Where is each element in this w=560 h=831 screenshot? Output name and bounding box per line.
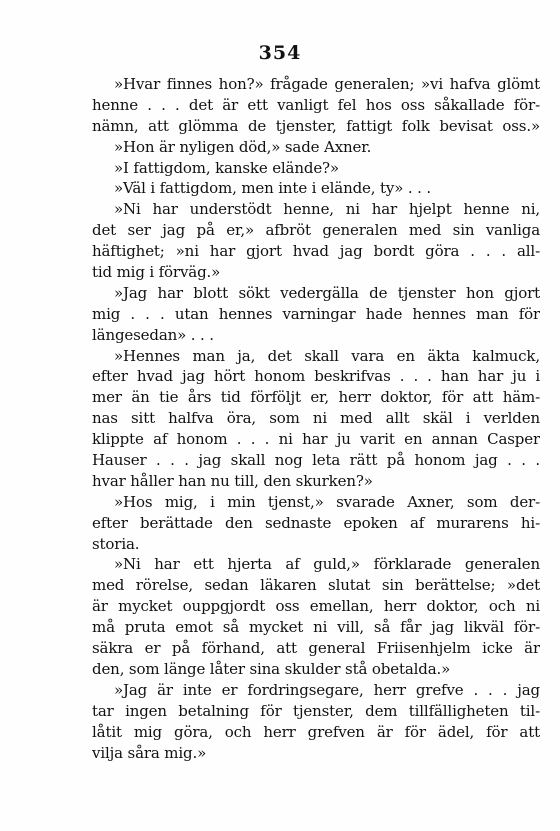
text-line: är mycket ouppgjordt oss emellan, herr doktor, och ni	[92, 597, 540, 616]
text-line: »Jag har blott sökt vedergälla de tjenster hon gjort	[114, 283, 540, 302]
text-line: efter berättade den sednaste epoken af murarens hi-	[92, 513, 540, 532]
text-line: den, som länge låter sina skulder stå obetalda.»	[92, 659, 451, 678]
text-line: storia.	[92, 534, 140, 553]
text-line: henne . . . det är ett vanligt fel hos oss såkallade för-	[92, 95, 540, 114]
text-line: »I fattigdom, kanske elände?»	[114, 158, 339, 177]
text-line: »Ni har ett hjerta af guld,» förklarade generalen	[114, 555, 540, 574]
text-line: mig . . . utan hennes varningar hade hennes man för	[92, 304, 540, 323]
text-line: vilja såra mig.»	[92, 743, 207, 762]
body-text	[92, 74, 540, 763]
text-line: hvar håller han nu till, den skurken?»	[92, 471, 373, 490]
text-line: tid mig i förväg.»	[92, 263, 221, 282]
text-line: mer än tie års tid förföljt er, herr doktor, för att häm-	[92, 388, 540, 407]
text-line: »Hon är nyligen död,» sade Axner.	[114, 137, 372, 156]
text-line: »Hos mig, i min tjenst,» svarade Axner, som der-	[114, 492, 540, 511]
text-line: »Väl i fattigdom, men inte i elände, ty» . . .	[114, 179, 431, 198]
text-line: Hauser . . . jag skall nog leta rätt på honom jag . . .	[92, 451, 540, 470]
text-line: låtit mig göra, och herr grefven är för ädel, för att	[92, 722, 540, 741]
text-line: »Ni har understödt henne, ni har hjelpt henne ni,	[114, 200, 540, 219]
text-line: »Hennes man ja, det skall vara en äkta kalmuck,	[114, 346, 540, 365]
text-line: längesedan» . . .	[92, 325, 214, 344]
text-line: med rörelse, sedan läkaren slutat sin berättelse; »det	[92, 576, 540, 595]
text-line: »Hvar finnes hon?» frågade generalen; »vi hafva glömt	[114, 75, 540, 93]
text-line: nämn, att glömma de tjenster, fattigt folk bevisat oss.»	[92, 116, 540, 135]
text-line: det ser jag på er,» afbröt generalen med sin vanliga	[92, 221, 540, 240]
text-line: nas sitt halfva öra, som ni med allt skäl i verlden	[92, 409, 540, 428]
text-line: säkra er på förhand, att general Friisenhjelm icke är	[92, 639, 540, 658]
text-line: efter hvad jag hört honom beskrifvas . . . han har ju i	[92, 367, 540, 386]
text-line: klippte af honom . . . ni har ju varit en annan Casper	[92, 430, 540, 449]
text-line: häftighet; »ni har gjort hvad jag bordt göra . . . all-	[92, 242, 540, 261]
text-line: tar ingen betalning för tjenster, dem tillfälligheten til-	[92, 701, 540, 720]
page-number: 354	[258, 42, 302, 64]
text-line: må pruta emot så mycket ni vill, så får jag likväl för-	[92, 618, 540, 637]
text-line: »Jag är inte er fordringsegare, herr grefve . . . jag	[114, 680, 540, 699]
